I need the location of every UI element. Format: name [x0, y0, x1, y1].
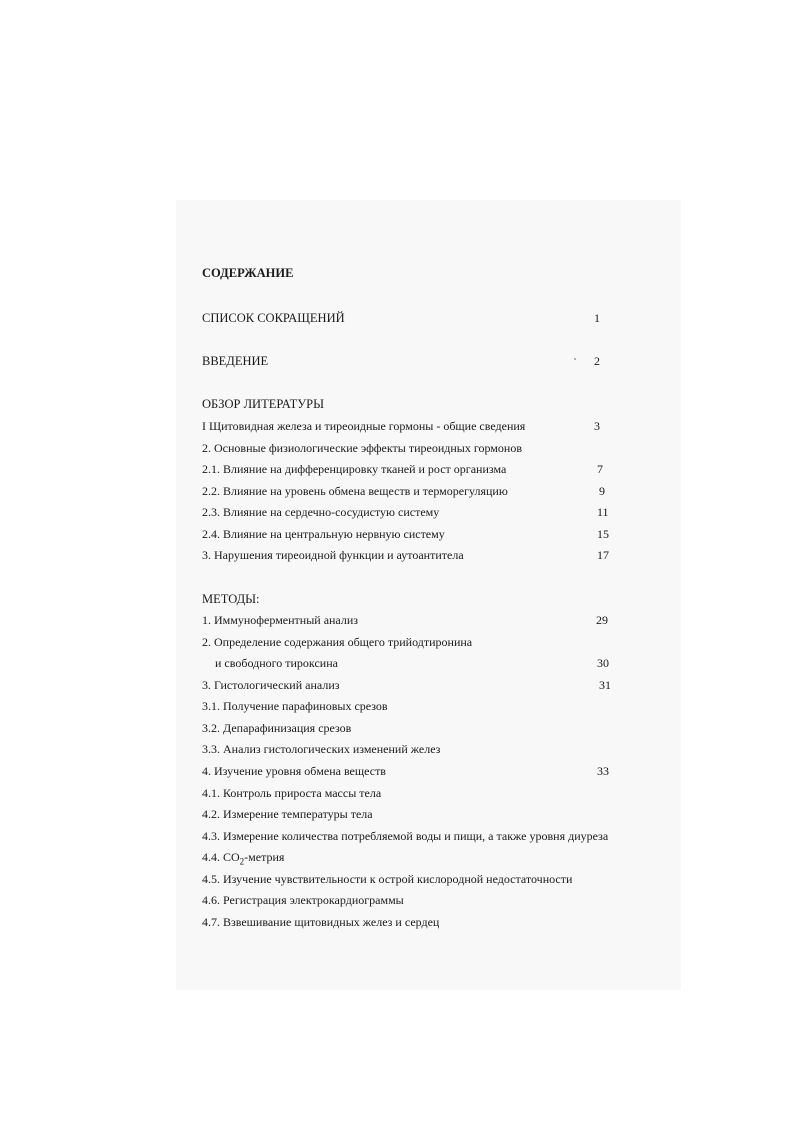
toc-entry-page: 9	[599, 484, 605, 498]
toc-entry: 3. Гистологический анализ	[202, 678, 340, 692]
toc-abbreviations-page: 1	[594, 311, 600, 325]
toc-entry: 2. Основные физиологические эффекты тиреоидных гормонов	[202, 441, 522, 455]
toc-methods-heading: МЕТОДЫ:	[202, 592, 260, 606]
co2-prefix: 4.4. CO	[202, 850, 240, 864]
toc-entry-page: 11	[597, 505, 609, 519]
toc-review-heading: ОБЗОР ЛИТЕРАТУРЫ	[202, 397, 324, 411]
toc-entry: 2.1. Влияние на дифференцировку тканей и рост организма	[202, 462, 507, 476]
toc-entry-page: 3	[594, 419, 600, 433]
co2-subscript: 2	[239, 856, 245, 867]
toc-entry: 2. Определение содержания общего трийодтиронина	[202, 635, 473, 649]
toc-entry: 1. Иммуноферментный анализ	[202, 613, 359, 627]
scan-speck	[574, 358, 576, 360]
toc-entry-page: 31	[599, 678, 611, 692]
toc-entry: 4.7. Взвешивание щитовидных желез и сердец	[202, 915, 440, 929]
toc-entry-co2	[202, 850, 284, 868]
toc-entry: 4. Изучение уровня обмена веществ	[202, 764, 386, 778]
toc-entry: I Щитовидная железа и тиреоидные гормоны - общие сведения	[202, 419, 526, 433]
toc-entry: 4.3. Измерение количества потребляемой воды и пищи, а также уровня диуреза	[202, 829, 609, 843]
toc-entry: 3.3. Анализ гистологических изменений желез	[202, 742, 441, 756]
toc-entry-page: 17	[597, 548, 609, 562]
toc-entry: 4.1. Контроль прироста массы тела	[202, 786, 382, 800]
toc-entry: 4.2. Измерение температуры тела	[202, 807, 373, 821]
toc-entry-page: 7	[597, 462, 603, 476]
toc-introduction-label: ВВЕДЕНИЕ	[202, 354, 269, 368]
toc-entry: и свободного тироксина	[215, 656, 338, 670]
toc-entry: 3.2. Депарафинизация срезов	[202, 721, 352, 735]
toc-entry: 4.5. Изучение чувствительности к острой кислородной недостаточности	[202, 872, 573, 886]
toc-entry-page: 30	[597, 656, 609, 670]
toc-title: СОДЕРЖАНИЕ	[202, 266, 294, 280]
toc-entry-page: 29	[596, 613, 608, 627]
toc-entry: 3.1. Получение парафиновых срезов	[202, 699, 388, 713]
toc-entry: 3. Нарушения тиреоидной функции и аутоантитела	[202, 548, 464, 562]
toc-entry-page: 15	[597, 527, 609, 541]
toc-entry: 2.3. Влияние на сердечно-сосудистую систему	[202, 505, 440, 519]
toc-entry: 2.4. Влияние на центральную нервную систему	[202, 527, 445, 541]
toc-entry-page: 33	[597, 764, 609, 778]
toc-abbreviations-label: СПИСОК СОКРАЩЕНИЙ	[202, 311, 345, 325]
toc-entry: 4.6. Регистрация электрокардиограммы	[202, 893, 404, 907]
co2-suffix: -метрия	[244, 850, 285, 864]
toc-introduction-page: 2	[594, 354, 600, 368]
toc-entry: 2.2. Влияние на уровень обмена веществ и терморегуляцию	[202, 484, 508, 498]
